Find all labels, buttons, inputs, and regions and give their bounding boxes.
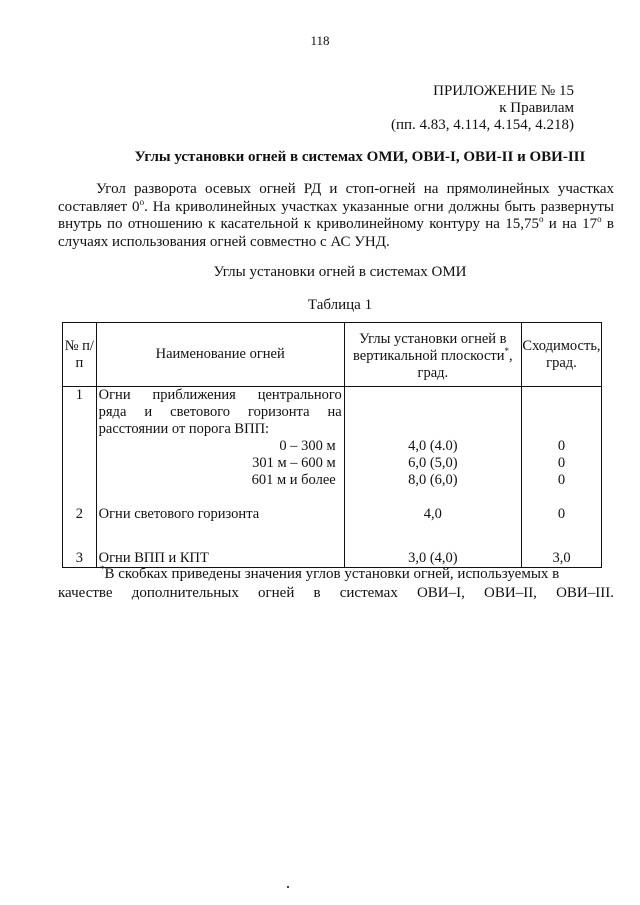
header-convergence xyxy=(522,323,602,387)
footnote-star: * xyxy=(100,564,105,574)
row-name-line: ряда и светового горизонта на xyxy=(98,404,342,420)
distance-range: 301 м – 600 м xyxy=(252,455,336,471)
header-angle xyxy=(344,323,521,387)
scan-speck xyxy=(287,886,289,888)
paragraph-text-4: в случаях использования огней совместно с АС УНД. xyxy=(58,216,614,250)
convergence-value: 0 xyxy=(557,472,566,488)
row-name-line: Огни ВПП и КПТ xyxy=(98,550,209,566)
header-angle-unit: , град. xyxy=(417,348,513,381)
page-number: 118 xyxy=(310,33,330,48)
row-name xyxy=(96,387,344,507)
header-angle-label: Углы установки огней в вертикальной плоскости xyxy=(353,331,507,364)
header-convergence-label: Сходимость, град. xyxy=(522,337,601,371)
table-title: Таблица 1 xyxy=(307,297,373,313)
paragraph-text-1: Угол разворота осевых огней РД и стоп-огней на прямолинейных участках составляет 0 xyxy=(58,181,614,215)
table-row xyxy=(63,506,602,550)
degree-mark: o xyxy=(139,196,145,207)
header-name xyxy=(96,323,344,387)
footnote-star: * xyxy=(504,346,510,357)
page-heading: Углы установки огней в системах ОМИ, ОВИ-I, ОВИ-II и ОВИ-III xyxy=(134,149,586,165)
degree-mark: o xyxy=(538,214,544,224)
section-subtitle: Углы установки огней в системах ОМИ xyxy=(213,264,467,280)
row-name-line: Огни приближения центрального xyxy=(98,387,342,403)
appendix-rules: к Правилам xyxy=(499,100,574,116)
row-angle: 3,0 (4,0) xyxy=(344,550,521,568)
footnote-text-2: качестве дополнительных огней в системах ОВИ–I, ОВИ–II, ОВИ–III. xyxy=(58,585,614,601)
row-num: 2 xyxy=(63,506,97,550)
row-name-line: расстоянии от порога ВПП: xyxy=(98,421,270,437)
distance-range: 601 м и более xyxy=(251,472,336,488)
paragraph-text-2: . На криволинейных участках указанные огни должны быть развернуты внутрь по отношению к касательной к криволинейному контуру на 15,75 xyxy=(58,198,614,232)
header-name-label: Наименование огней xyxy=(155,346,285,362)
angle-value: 4,0 (4.0) xyxy=(408,438,458,454)
lights-angle-table xyxy=(62,322,602,568)
row-convergence: 0 xyxy=(522,506,602,550)
body-paragraph xyxy=(58,181,614,251)
row-convergence: 3,0 xyxy=(522,550,602,568)
convergence-value: 0 xyxy=(557,455,566,471)
row-name-line: Огни светового горизонта xyxy=(98,506,260,522)
row-angle: 4,0 xyxy=(344,506,521,550)
header-num-label: № п/п xyxy=(64,337,94,371)
degree-mark: o xyxy=(597,214,602,224)
row-convergence xyxy=(522,387,602,507)
angle-value: 8,0 (6,0) xyxy=(408,472,458,488)
angle-value: 6,0 (5,0) xyxy=(408,455,458,471)
appendix-header xyxy=(391,83,574,134)
table-row xyxy=(63,387,602,507)
row-num: 1 xyxy=(63,387,97,507)
row-num: 3 xyxy=(63,550,97,568)
footnote-text-1: В скобках приведены значения углов установки огней, используемых в xyxy=(104,566,560,582)
row-angle xyxy=(344,387,521,507)
appendix-title: ПРИЛОЖЕНИЕ № 15 xyxy=(433,83,574,99)
table-header-row xyxy=(63,323,602,387)
header-num xyxy=(63,323,97,387)
convergence-value: 0 xyxy=(557,438,566,454)
table-footnote xyxy=(58,565,614,603)
appendix-clauses: (пп. 4.83, 4.114, 4.154, 4.218) xyxy=(391,117,574,133)
distance-range: 0 – 300 м xyxy=(279,438,336,454)
row-name xyxy=(96,506,344,550)
paragraph-text-3: и на 17 xyxy=(543,216,598,232)
